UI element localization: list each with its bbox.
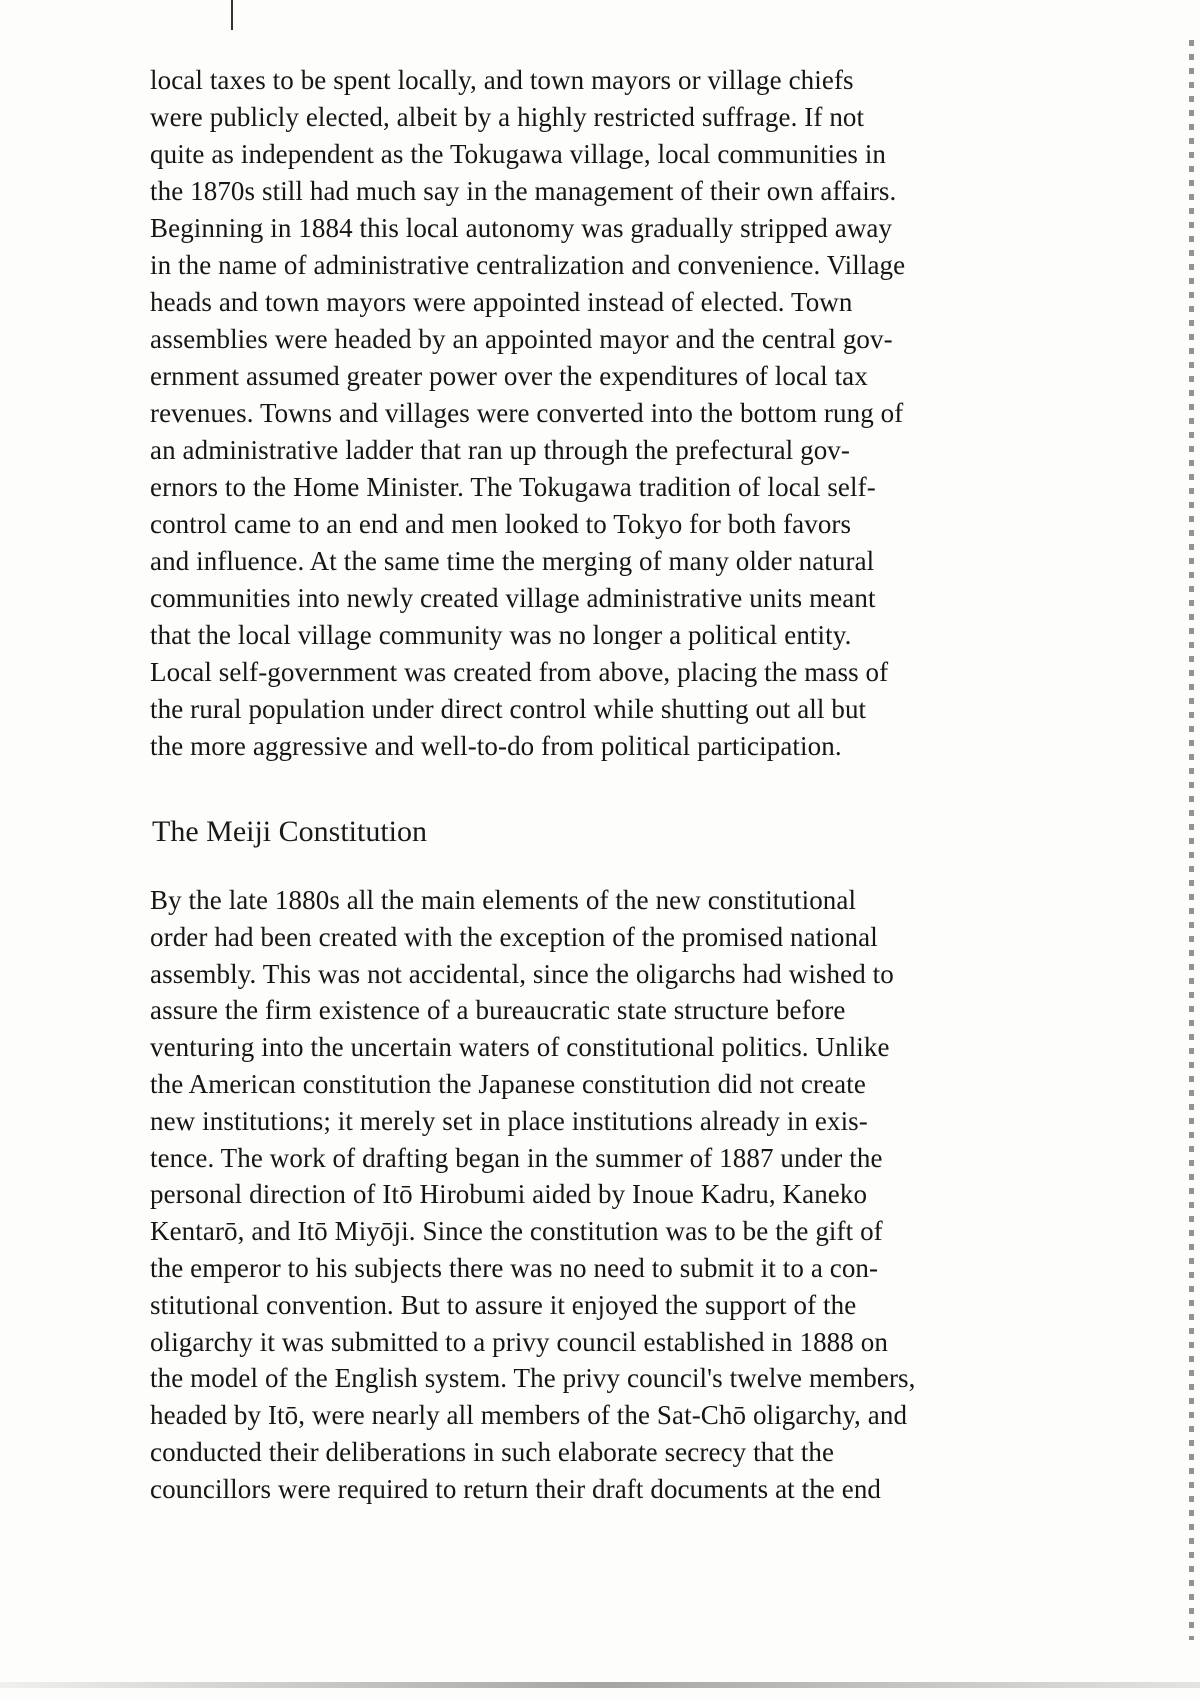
text-line: Local self-government was created from above, placing the mass of <box>150 657 889 687</box>
section-heading: The Meiji Constitution <box>152 815 427 848</box>
text-line: in the name of administrative centralization and convenience. Village <box>150 250 906 280</box>
text-line: ernment assumed greater power over the expenditures of local tax <box>150 361 868 391</box>
text-line: revenues. Towns and villages were converted into the bottom rung of <box>150 398 904 428</box>
text-line: the emperor to his subjects there was no need to submit it to a con- <box>150 1252 879 1283</box>
text-line: assure the firm existence of a bureaucratic state structure before <box>150 995 846 1026</box>
text-line: the rural population under direct control while shutting out all but <box>150 694 867 724</box>
page-edge-shadow <box>1189 40 1194 1640</box>
text-line: the more aggressive and well-to-do from political participation. <box>150 731 842 761</box>
text-line: new institutions; it merely set in place institutions already in exis- <box>150 1105 868 1136</box>
text-line: Beginning in 1884 this local autonomy was gradually stripped away <box>150 213 893 243</box>
paragraph-local-government <box>150 62 1070 765</box>
text-line: an administrative ladder that ran up through the prefectural gov- <box>150 435 850 465</box>
text-line: stitutional convention. But to assure it enjoyed the support of the <box>150 1289 857 1320</box>
text-line: assembly. This was not accidental, since the oligarchs had wished to <box>150 958 894 989</box>
text-line: councillors were required to return their draft documents at the end <box>150 1473 882 1504</box>
text-line: the model of the English system. The privy council's twelve members, <box>150 1363 916 1394</box>
scan-mark <box>231 0 233 30</box>
text-line: oligarchy it was submitted to a privy council established in 1888 on <box>150 1326 888 1357</box>
text-line: the American constitution the Japanese constitution did not create <box>150 1068 866 1099</box>
paragraph-meiji-constitution <box>150 882 1070 1508</box>
text-line: control came to an end and men looked to Tokyo for both favors <box>150 509 852 539</box>
text-line: By the late 1880s all the main elements of the new constitutional <box>150 885 857 915</box>
text-line: order had been created with the exception of the promised national <box>150 921 878 952</box>
text-line: venturing into the uncertain waters of constitutional politics. Unlike <box>150 1032 890 1063</box>
text-line: and influence. At the same time the merging of many older natural <box>150 546 875 576</box>
text-line: were publicly elected, albeit by a highly restricted suffrage. If not <box>150 102 865 132</box>
text-line: the 1870s still had much say in the management of their own affairs. <box>150 176 897 206</box>
text-line: that the local village community was no longer a political entity. <box>150 620 852 650</box>
text-line: ernors to the Home Minister. The Tokugawa tradition of local self- <box>150 472 876 502</box>
text-line: personal direction of Itō Hirobumi aided by Inoue Kadru, Kaneko <box>150 1179 868 1210</box>
text-line: quite as independent as the Tokugawa village, local communities in <box>150 139 887 169</box>
text-line: tence. The work of drafting began in the summer of 1887 under the <box>150 1142 883 1173</box>
text-line: assemblies were headed by an appointed mayor and the central gov- <box>150 324 893 354</box>
text-line: headed by Itō, were nearly all members of the Sat-Chō oligarchy, and <box>150 1400 908 1431</box>
text-line: communities into newly created village administrative units meant <box>150 583 876 613</box>
text-line: heads and town mayors were appointed instead of elected. Town <box>150 287 853 317</box>
text-line: local taxes to be spent locally, and town mayors or village chiefs <box>150 65 854 95</box>
text-line: conducted their deliberations in such elaborate secrecy that the <box>150 1436 835 1467</box>
text-line: Kentarō, and Itō Miyōji. Since the constitution was to be the gift of <box>150 1216 883 1247</box>
page-bottom-shadow <box>0 1682 1200 1688</box>
